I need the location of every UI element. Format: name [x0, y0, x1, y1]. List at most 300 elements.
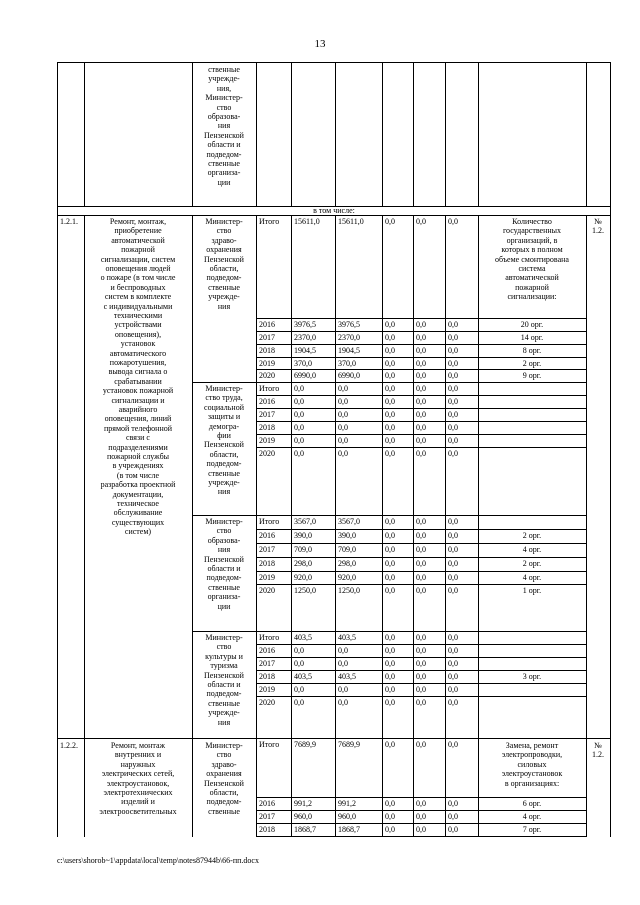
executor-cell-line: подведом- — [206, 149, 242, 159]
item-title-line: электроустановок, — [106, 778, 170, 788]
funding-cell-value: 0,0 — [416, 436, 426, 445]
funding-cell-year: 2019 — [259, 573, 275, 582]
funding-cell-year: 2016 — [259, 397, 275, 406]
item-title-line: пожарной — [121, 245, 155, 255]
funding-cell-year: Итого — [259, 217, 280, 226]
executor-cell-line: ния, — [216, 83, 232, 93]
executor-cell-line: ственные — [208, 806, 240, 816]
item-number: 1.2.2. — [60, 741, 78, 750]
table-top-border — [57, 62, 611, 63]
indicator-line: автоматической — [505, 273, 559, 283]
funding-cell-value: 0,0 — [385, 812, 395, 821]
funding-cell-value: 0,0 — [385, 531, 395, 540]
funding-cell-value: 1250,0 — [294, 586, 316, 595]
item-title-line: с индивидуальными — [103, 301, 173, 311]
funding-cell-year: 2020 — [259, 371, 275, 380]
executor-cell-line: подведом- — [206, 689, 242, 699]
funding-cell-value: 403,5 — [294, 672, 312, 681]
executor-cell-line: Министер- — [205, 517, 243, 526]
executor-cell-line: ции — [217, 177, 231, 187]
row-border — [57, 215, 611, 216]
item-title-line: электрических сетей, — [101, 769, 175, 779]
executor-cell-line: культуры и — [205, 651, 243, 661]
funding-cell-value: 1904,5 — [338, 346, 360, 355]
funding-cell-value: 7689,9 — [294, 740, 316, 749]
executor-cell-line: учрежде- — [208, 74, 240, 84]
funding-cell-year: Итого — [259, 633, 280, 642]
executor-cell-line: социальной — [204, 402, 244, 412]
item-border — [57, 738, 611, 739]
funding-cell-value: 0,0 — [416, 545, 426, 554]
row-border — [256, 823, 587, 824]
row-border — [256, 395, 587, 396]
funding-cell-value: 0,0 — [338, 397, 348, 406]
item-title-line: пожаротушения, — [109, 358, 167, 367]
row-border — [256, 670, 587, 671]
funding-cell-year: 2016 — [259, 531, 275, 540]
funding-cell-value: 0,0 — [385, 825, 395, 834]
executor-cell-line: здраво- — [211, 759, 237, 769]
funding-cell-target: 2 орг. — [522, 359, 542, 368]
item-reference: 1.2. — [592, 750, 604, 760]
item-title-line: обслуживание — [113, 508, 163, 518]
group-border — [192, 631, 587, 632]
funding-cell-year: 2020 — [259, 449, 275, 458]
executor-cell-line: ственные — [208, 159, 240, 168]
funding-cell-value: 0,0 — [448, 333, 458, 342]
executor-cell-line: ственные — [208, 698, 240, 708]
funding-cell-value: 0,0 — [416, 573, 426, 582]
funding-cell-value: 0,0 — [416, 672, 426, 681]
executor-cell-line: ство — [216, 526, 232, 536]
item-title-line: автоматического — [109, 348, 167, 358]
row-border — [256, 543, 587, 544]
executor-cell-line: Пензенской — [204, 778, 244, 788]
funding-cell-value: 0,0 — [448, 812, 458, 821]
funding-cell-value: 0,0 — [416, 397, 426, 406]
column-border — [413, 62, 414, 837]
funding-cell-value: 0,0 — [385, 423, 395, 432]
executor-cell-line: ственные — [208, 282, 240, 292]
item-title-line: (в том числе — [116, 470, 160, 480]
executor-cell-line: Министер- — [205, 384, 243, 393]
funding-cell-value: 0,0 — [338, 659, 348, 668]
row-border — [256, 357, 587, 358]
funding-cell-value: 0,0 — [416, 346, 426, 355]
row-border — [256, 797, 587, 798]
executor-cell-line: ственные — [208, 468, 240, 478]
funding-cell-value: 0,0 — [294, 384, 304, 393]
funding-cell-year: 2017 — [259, 333, 275, 342]
funding-cell-value: 0,0 — [294, 698, 304, 707]
funding-cell-value: 0,0 — [338, 646, 348, 655]
funding-cell-value: 709,0 — [338, 545, 356, 554]
item-title-line: электроосветительных — [99, 806, 177, 816]
funding-cell-value: 0,0 — [385, 633, 395, 642]
funding-cell-value: 0,0 — [385, 410, 395, 419]
funding-cell-year: 2017 — [259, 812, 275, 821]
indicator-line: электропроводки, — [501, 750, 563, 760]
funding-cell-value: 15611,0 — [338, 217, 364, 226]
funding-cell-year: 2018 — [259, 825, 275, 834]
item-title-line: устройствами — [114, 320, 162, 330]
executor-cell-line: Пензенской — [204, 130, 244, 140]
funding-cell-value: 0,0 — [448, 740, 458, 749]
funding-cell-value: 991,2 — [294, 799, 312, 808]
item-title-line: наружных — [120, 759, 156, 769]
funding-cell-value: 0,0 — [338, 436, 348, 445]
item-title-line: срабатывании — [114, 376, 162, 386]
funding-cell-value: 390,0 — [294, 531, 312, 540]
executor-cell-line: ции — [217, 601, 231, 611]
funding-cell-value: 0,0 — [385, 397, 395, 406]
funding-cell-value: 0,0 — [385, 320, 395, 329]
funding-cell-year: 2017 — [259, 545, 275, 554]
column-border — [610, 62, 611, 837]
column-border — [478, 62, 479, 837]
funding-cell-value: 0,0 — [416, 371, 426, 380]
funding-cell-value: 0,0 — [416, 449, 426, 458]
funding-cell-value: 0,0 — [385, 217, 395, 226]
funding-cell-value: 0,0 — [416, 646, 426, 655]
indicator-line: пожарной — [515, 282, 549, 292]
funding-cell-value: 920,0 — [294, 573, 312, 582]
funding-cell-value: 0,0 — [416, 423, 426, 432]
funding-cell-target: 2 орг. — [522, 531, 542, 540]
item-title-line: техническое — [117, 499, 159, 508]
executor-cell-line: ственные — [208, 65, 240, 74]
indicator-line: система — [518, 264, 546, 273]
funding-cell-value: 0,0 — [294, 449, 304, 458]
row-border — [256, 434, 587, 435]
executor-cell-line: здраво- — [211, 235, 237, 245]
executor-cell-line: охранения — [206, 245, 242, 255]
item-title-line: сигнализации и — [111, 395, 165, 405]
indicator-line: которых в полном — [501, 245, 563, 255]
funding-cell-value: 0,0 — [385, 740, 395, 749]
funding-cell-year: 2020 — [259, 698, 275, 707]
funding-cell-value: 0,0 — [385, 685, 395, 694]
row-border — [256, 584, 587, 585]
funding-cell-value: 709,0 — [294, 545, 312, 554]
funding-cell-value: 0,0 — [338, 384, 348, 393]
item-title-line: в учреждениях — [112, 461, 164, 471]
item-title-line: электротехнических — [103, 788, 173, 797]
funding-cell-target: 4 орг. — [522, 573, 542, 582]
executor-cell-line: фии — [217, 431, 231, 440]
funding-cell-value: 0,0 — [416, 698, 426, 707]
executor-cell-line: ния — [217, 545, 231, 555]
executor-cell-line: охранения — [206, 769, 242, 779]
indicator-line: в организациях: — [504, 778, 560, 788]
executor-cell-line: области и — [207, 680, 241, 689]
funding-cell-value: 403,5 — [338, 672, 356, 681]
executor-cell-line: Пензенской — [204, 670, 244, 680]
row-border — [256, 836, 587, 837]
funding-cell-value: 1904,5 — [294, 346, 316, 355]
item-reference: № — [594, 217, 602, 226]
item-title-line: вывода сигнала о — [108, 367, 168, 377]
funding-cell-value: 0,0 — [385, 659, 395, 668]
item-title-line: Ремонт, монтаж, — [109, 217, 167, 226]
funding-cell-target: 9 орг. — [522, 371, 542, 380]
item-title-line: подразделениями — [108, 442, 168, 452]
funding-cell-year: Итого — [259, 740, 280, 749]
funding-cell-year: 2018 — [259, 346, 275, 355]
row-border — [256, 331, 587, 332]
funding-cell-value: 1250,0 — [338, 586, 360, 595]
row-border — [256, 344, 587, 345]
executor-cell-line: организа- — [207, 168, 241, 178]
funding-cell-value: 1868,7 — [338, 825, 360, 834]
funding-cell-value: 0,0 — [448, 685, 458, 694]
funding-cell-value: 0,0 — [385, 384, 395, 393]
item-title-line: изделий и — [121, 797, 155, 807]
executor-cell-line: Пензенской — [204, 254, 244, 264]
executor-cell-line: ния — [217, 717, 231, 727]
funding-cell-value: 370,0 — [294, 359, 312, 368]
funding-cell-value: 960,0 — [294, 812, 312, 821]
executor-cell-line: подведом- — [206, 797, 242, 807]
funding-cell-value: 403,5 — [294, 633, 312, 642]
funding-cell-value: 0,0 — [385, 545, 395, 554]
executor-cell-line: ния — [217, 301, 231, 311]
funding-cell-year: 2016 — [259, 646, 275, 655]
funding-cell-value: 0,0 — [448, 410, 458, 419]
funding-cell-year: 2018 — [259, 672, 275, 681]
executor-cell-line: учрежде- — [208, 478, 240, 487]
column-border — [57, 62, 58, 837]
funding-cell-value: 0,0 — [338, 685, 348, 694]
funding-cell-value: 0,0 — [385, 333, 395, 342]
row-border — [256, 447, 587, 448]
funding-cell-value: 0,0 — [448, 449, 458, 458]
executor-cell-line: демогра- — [208, 421, 240, 431]
item-title-line: пожарной службы — [106, 452, 170, 461]
funding-cell-value: 0,0 — [385, 586, 395, 595]
funding-cell-value: 2370,0 — [338, 333, 360, 342]
funding-cell-value: 0,0 — [448, 397, 458, 406]
funding-cell-value: 0,0 — [385, 698, 395, 707]
funding-cell-value: 0,0 — [338, 698, 348, 707]
funding-cell-value: 0,0 — [338, 410, 348, 419]
item-title-line: Ремонт, монтаж — [110, 741, 166, 750]
item-title-line: документации, — [112, 489, 164, 499]
funding-cell-value: 0,0 — [338, 449, 348, 458]
funding-cell-value: 0,0 — [385, 449, 395, 458]
funding-cell-value: 0,0 — [294, 436, 304, 445]
funding-cell-value: 7689,9 — [338, 740, 360, 749]
funding-cell-value: 6990,0 — [294, 371, 316, 380]
executor-cell-line: области, — [209, 788, 239, 797]
executor-cell-line: области и — [207, 140, 241, 150]
funding-cell-value: 0,0 — [416, 410, 426, 419]
funding-cell-value: 0,0 — [416, 517, 426, 526]
funding-cell-value: 0,0 — [416, 812, 426, 821]
executor-cell-line: ство — [216, 226, 232, 236]
funding-cell-value: 0,0 — [385, 559, 395, 568]
executor-cell-line: области, — [209, 264, 239, 273]
funding-cell-value: 0,0 — [294, 423, 304, 432]
funding-cell-value: 0,0 — [448, 659, 458, 668]
item-title-line: прямой телефонной — [103, 423, 173, 433]
funding-cell-value: 0,0 — [448, 545, 458, 554]
executor-cell-line: ственные — [208, 582, 240, 592]
funding-cell-target: 6 орг. — [522, 799, 542, 808]
funding-cell-target: 8 орг. — [522, 346, 542, 355]
funding-cell-value: 390,0 — [338, 531, 356, 540]
funding-cell-value: 0,0 — [385, 672, 395, 681]
item-title-line: оповещения людей — [105, 264, 171, 273]
item-title-line: автоматической — [111, 235, 165, 245]
column-border — [335, 62, 336, 837]
group-border — [192, 515, 587, 516]
funding-cell-year: 2017 — [259, 659, 275, 668]
executor-cell-line: образова- — [207, 535, 241, 545]
funding-cell-target: 1 орг. — [522, 586, 542, 595]
funding-cell-value: 0,0 — [448, 517, 458, 526]
row-border — [256, 696, 587, 697]
funding-cell-value: 991,2 — [338, 799, 356, 808]
executor-cell-line: ство — [216, 642, 232, 652]
executor-cell-line: Министер- — [205, 741, 243, 750]
executor-cell-line: учрежде- — [208, 708, 240, 718]
row-border — [256, 810, 587, 811]
funding-cell-target: 7 орг. — [522, 825, 542, 834]
column-border — [291, 62, 292, 837]
funding-cell-value: 0,0 — [416, 531, 426, 540]
funding-cell-value: 0,0 — [416, 320, 426, 329]
page-number: 13 — [314, 38, 326, 50]
row-border — [256, 644, 587, 645]
funding-cell-value: 0,0 — [294, 685, 304, 694]
funding-cell-value: 0,0 — [416, 633, 426, 642]
funding-cell-value: 0,0 — [416, 359, 426, 368]
funding-cell-value: 0,0 — [416, 586, 426, 595]
funding-cell-year: Итого — [259, 517, 280, 526]
row-border — [256, 369, 587, 370]
funding-cell-value: 0,0 — [448, 633, 458, 642]
indicator-line: Количество — [512, 217, 552, 226]
column-border — [382, 62, 383, 837]
funding-cell-target: 20 орг. — [520, 320, 544, 329]
funding-cell-year: Итого — [259, 384, 280, 393]
funding-cell-year: 2018 — [259, 559, 275, 568]
executor-cell-line: области и — [207, 564, 241, 573]
funding-cell-value: 0,0 — [448, 698, 458, 707]
funding-cell-target: 4 орг. — [522, 545, 542, 554]
indicator-line: электроустановок — [501, 769, 563, 779]
funding-cell-value: 0,0 — [416, 384, 426, 393]
funding-cell-value: 1868,7 — [294, 825, 316, 834]
executor-cell-line: Министер- — [205, 633, 243, 642]
funding-cell-value: 0,0 — [448, 436, 458, 445]
column-border — [256, 62, 257, 837]
item-number: 1.2.1. — [60, 217, 78, 226]
funding-cell-value: 0,0 — [294, 410, 304, 419]
funding-cell-value: 0,0 — [448, 531, 458, 540]
funding-cell-value: 0,0 — [385, 517, 395, 526]
indicator-line: государственных — [502, 226, 562, 236]
item-reference: № — [594, 741, 602, 750]
funding-cell-value: 0,0 — [385, 436, 395, 445]
executor-cell-line: подведом- — [206, 573, 242, 583]
row-border — [256, 529, 587, 530]
indicator-line: организаций, в — [506, 235, 558, 245]
funding-cell-value: 0,0 — [385, 359, 395, 368]
funding-cell-value: 0,0 — [448, 217, 458, 226]
funding-cell-value: 0,0 — [448, 346, 458, 355]
executor-cell-line: туризма — [210, 661, 238, 671]
funding-cell-value: 0,0 — [448, 320, 458, 329]
funding-cell-value: 3567,0 — [338, 517, 360, 526]
funding-cell-value: 0,0 — [448, 672, 458, 681]
executor-cell-line: ство — [216, 102, 232, 112]
funding-cell-value: 0,0 — [448, 799, 458, 808]
funding-cell-value: 0,0 — [416, 333, 426, 342]
funding-cell-year: 2019 — [259, 359, 275, 368]
funding-cell-value: 0,0 — [416, 825, 426, 834]
funding-cell-value: 3976,5 — [338, 320, 360, 329]
item-title-line: связи с — [126, 433, 150, 443]
item-title-line: сигнализации, систем — [100, 254, 176, 264]
funding-cell-value: 0,0 — [416, 217, 426, 226]
item-title-line: систем в комплекте — [104, 292, 172, 302]
funding-cell-value: 0,0 — [448, 359, 458, 368]
funding-cell-value: 0,0 — [416, 740, 426, 749]
row-border — [256, 557, 587, 558]
item-title-line: аварийного — [118, 405, 158, 414]
funding-cell-value: 0,0 — [294, 397, 304, 406]
row-border — [256, 683, 587, 684]
funding-cell-value: 0,0 — [385, 799, 395, 808]
funding-cell-value: 920,0 — [338, 573, 356, 582]
funding-cell-value: 0,0 — [385, 346, 395, 355]
funding-cell-value: 298,0 — [294, 559, 312, 568]
funding-cell-value: 0,0 — [416, 559, 426, 568]
indicator-line: Замена, ремонт — [505, 741, 559, 750]
executor-cell-line: подведом- — [206, 273, 242, 283]
executor-cell-line: ния — [217, 487, 231, 497]
executor-cell-line: образова- — [207, 112, 241, 121]
executor-cell-line: Пензенской — [204, 554, 244, 564]
funding-cell-year: 2019 — [259, 436, 275, 445]
item-title-line: приобретение — [114, 226, 162, 236]
executor-cell-line: области, — [209, 449, 239, 459]
funding-cell-year: 2018 — [259, 423, 275, 432]
funding-cell-value: 0,0 — [385, 573, 395, 582]
funding-cell-value: 960,0 — [338, 812, 356, 821]
row-border — [256, 408, 587, 409]
item-title-line: и беспроводных — [110, 282, 166, 292]
funding-cell-value: 0,0 — [448, 559, 458, 568]
row-border — [256, 318, 587, 319]
funding-cell-target: 2 орг. — [522, 559, 542, 568]
funding-cell-target: 4 орг. — [522, 812, 542, 821]
funding-cell-target: 14 орг. — [520, 333, 544, 342]
executor-cell-line: защиты и — [207, 412, 241, 422]
item-title-line: о пожаре (в том числе — [100, 273, 176, 283]
funding-cell-value: 3976,5 — [294, 320, 316, 329]
group-border — [192, 382, 587, 383]
funding-cell-value: 3567,0 — [294, 517, 316, 526]
column-border — [586, 62, 587, 837]
funding-cell-value: 298,0 — [338, 559, 356, 568]
executor-cell-line: Министер- — [205, 217, 243, 226]
row-border — [256, 571, 587, 572]
funding-cell-year: 2019 — [259, 685, 275, 694]
funding-cell-value: 15611,0 — [294, 217, 320, 226]
